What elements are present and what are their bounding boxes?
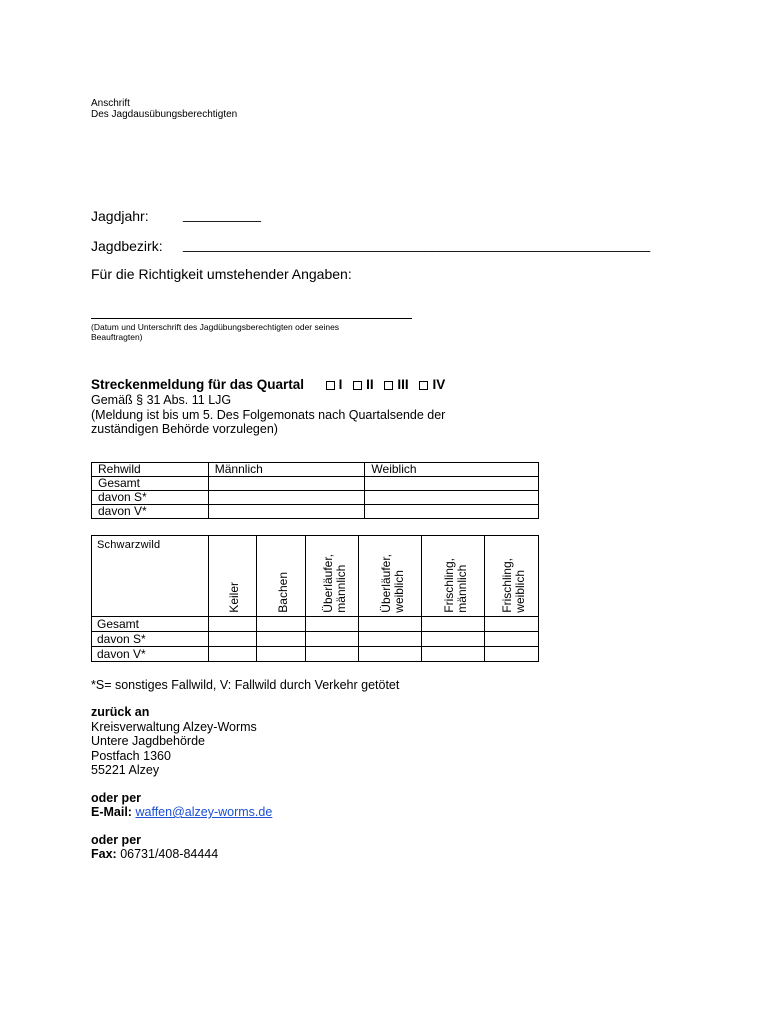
quartal-option-4[interactable]: IV (419, 377, 445, 392)
fax-number: 06731/408-84444 (120, 847, 219, 861)
richtigkeit-statement: Für die Richtigkeit umstehender Angaben: (91, 266, 352, 282)
contact-block (91, 705, 272, 862)
address-line: 55221 Alzey (91, 763, 160, 777)
fax-line (91, 847, 272, 862)
input-cell[interactable] (208, 505, 365, 519)
row-label: davon S* (92, 491, 209, 505)
row-label: Gesamt (92, 477, 209, 491)
column-header-bachen: Bachen (256, 536, 306, 617)
streckenmeldung-title-row (91, 377, 452, 392)
input-cell[interactable] (359, 632, 422, 647)
sender-address-line-2: Des Jagdausübungsberechtigten (91, 109, 238, 120)
signature-caption-line-1: (Datum und Unterschrift des Jagdübungsberechtigten oder seines (91, 322, 340, 332)
input-cell[interactable] (365, 505, 539, 519)
email-label: E-Mail: (91, 805, 132, 819)
oder-per-fax-heading: oder per (91, 832, 142, 847)
input-cell[interactable] (485, 647, 539, 662)
hinweis-line-1: (Meldung ist bis um 5. Des Folgemonats nach Quartalsende der (91, 407, 446, 422)
jagdbezirk-field[interactable]: ____________________________________________________________ (183, 236, 651, 252)
input-cell[interactable] (256, 617, 306, 632)
schwarzwild-header: Schwarzwild (92, 536, 209, 617)
gemaess-line: Gemäß § 31 Abs. 11 LJG (91, 393, 232, 407)
jagdjahr-field[interactable]: __________ (183, 206, 261, 222)
jagdjahr-label: Jagdjahr: (91, 208, 149, 224)
table-header-row (92, 536, 539, 617)
input-cell[interactable] (208, 617, 256, 632)
address-line: Untere Jagdbehörde (91, 734, 205, 748)
email-line (91, 805, 272, 820)
input-cell[interactable] (359, 647, 422, 662)
row-label: davon S* (92, 632, 209, 647)
input-cell[interactable] (306, 632, 359, 647)
sender-address-block (91, 98, 237, 120)
column-header-ueberlaeufer-weiblich: Überläufer, weiblich (359, 536, 422, 617)
table-row (92, 647, 539, 662)
zurueck-an-heading: zurück an (91, 705, 150, 719)
input-cell[interactable] (485, 632, 539, 647)
quartal-option-2[interactable]: II (353, 377, 374, 392)
table-row (92, 505, 539, 519)
row-label: davon V* (92, 647, 209, 662)
signature-caption (91, 322, 339, 342)
email-link[interactable]: waffen@alzey-worms.de (135, 805, 273, 819)
row-label: davon V* (92, 505, 209, 519)
sender-address-line-1: Anschrift (91, 98, 130, 109)
input-cell[interactable] (208, 632, 256, 647)
checkbox-icon[interactable] (384, 381, 393, 390)
column-header-ueberlaeufer-maennlich: Überläufer, männlich (306, 536, 359, 617)
input-cell[interactable] (365, 491, 539, 505)
input-cell[interactable] (306, 617, 359, 632)
input-cell[interactable] (365, 477, 539, 491)
table-row (92, 617, 539, 632)
rehwild-table (91, 462, 539, 519)
input-cell[interactable] (359, 617, 422, 632)
input-cell[interactable] (422, 647, 485, 662)
input-cell[interactable] (208, 477, 365, 491)
input-cell[interactable] (208, 647, 256, 662)
weiblich-header: Weiblich (365, 463, 539, 477)
row-label: Gesamt (92, 617, 209, 632)
legal-basis-block (91, 393, 445, 437)
table-row (92, 491, 539, 505)
input-cell[interactable] (208, 491, 365, 505)
address-line: Kreisverwaltung Alzey-Worms (91, 719, 257, 734)
checkbox-icon[interactable] (419, 381, 428, 390)
input-cell[interactable] (256, 632, 306, 647)
input-cell[interactable] (422, 632, 485, 647)
checkbox-icon[interactable] (353, 381, 362, 390)
oder-per-email-heading: oder per (91, 790, 142, 805)
address-line: Postfach 1360 (91, 748, 171, 763)
checkbox-icon[interactable] (326, 381, 335, 390)
input-cell[interactable] (256, 647, 306, 662)
quartal-option-1[interactable]: I (326, 377, 343, 392)
input-cell[interactable] (422, 617, 485, 632)
column-header-frischling-maennlich: Frischling, männlich (422, 536, 485, 617)
column-header-keiler: Keiler (208, 536, 256, 617)
footnote: *S= sonstiges Fallwild, V: Fallwild durch Verkehr getötet (91, 678, 400, 692)
table-row (92, 477, 539, 491)
streckenmeldung-title: Streckenmeldung für das Quartal (91, 377, 305, 392)
rehwild-header: Rehwild (92, 463, 209, 477)
signature-caption-line-2: Beauftragten) (91, 332, 143, 342)
schwarzwild-table (91, 535, 539, 662)
input-cell[interactable] (306, 647, 359, 662)
quartal-option-3[interactable]: III (384, 377, 408, 392)
hinweis-line-2: zuständigen Behörde vorzulegen) (91, 422, 278, 436)
jagdbezirk-label: Jagdbezirk: (91, 238, 163, 254)
column-header-frischling-weiblich: Frischling, weiblich (485, 536, 539, 617)
table-header-row (92, 463, 539, 477)
table-row (92, 632, 539, 647)
signature-line[interactable] (91, 318, 412, 319)
maennlich-header: Männlich (208, 463, 365, 477)
input-cell[interactable] (485, 617, 539, 632)
fax-label: Fax: (91, 847, 117, 861)
